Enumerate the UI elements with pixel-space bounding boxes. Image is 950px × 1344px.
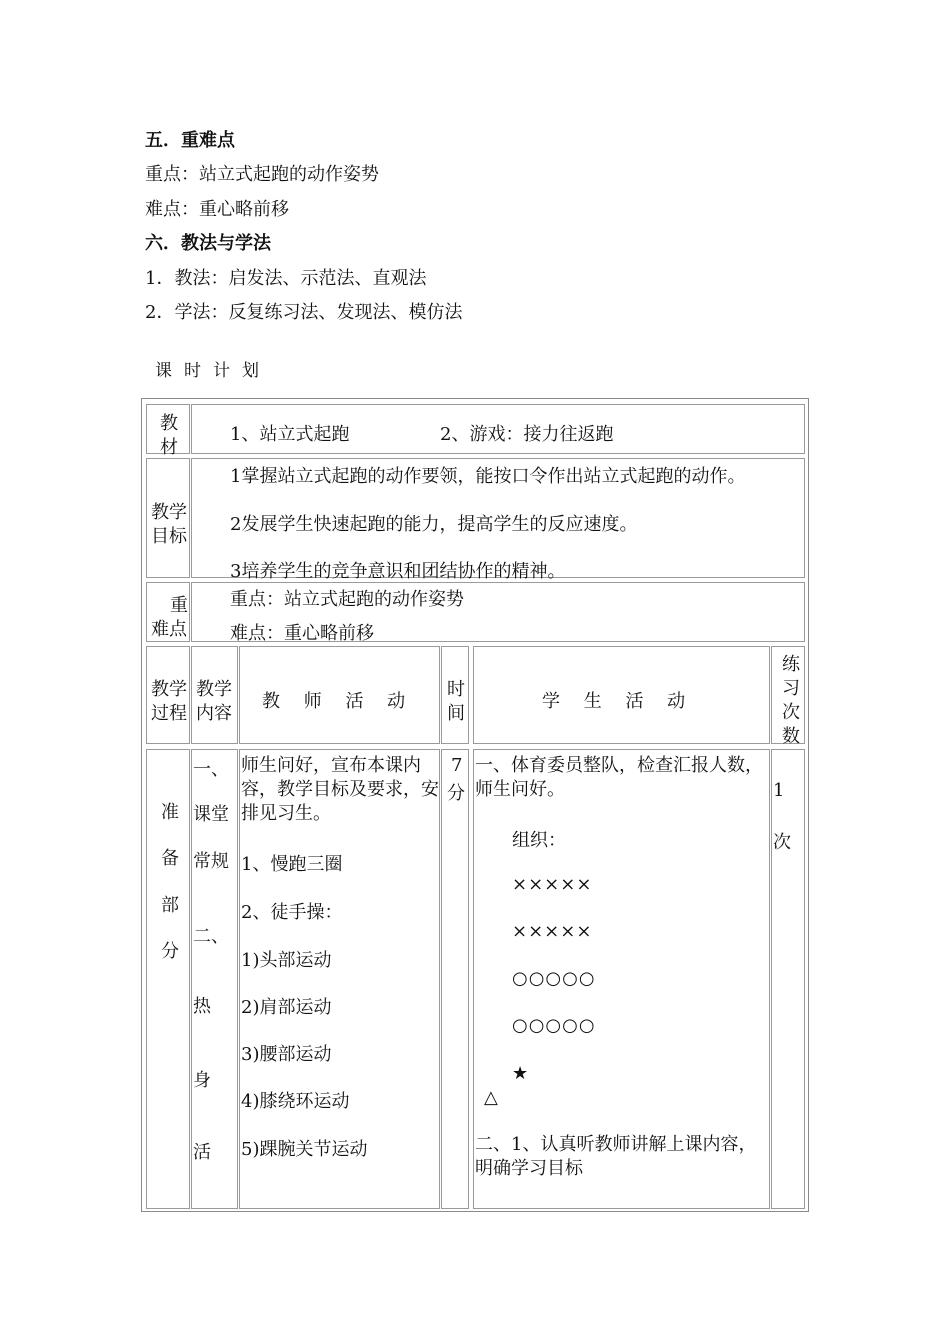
teacher-header-cell: 教 师 活 动 xyxy=(239,646,440,744)
part-cell: 准 备 部 分 xyxy=(146,749,190,1209)
materials-label-cell: 教 材 xyxy=(146,404,190,454)
section6-heading: 六．教法与学法 xyxy=(145,233,271,254)
content-cell: 一、 课堂 常规 二、 热 身 活 xyxy=(191,749,238,1209)
time-cell: 7 分 xyxy=(441,749,469,1209)
count-cell: 1 次 xyxy=(771,749,805,1209)
triangle-marker-icon: △ xyxy=(484,1087,498,1108)
key-point-text: 重点：站立式起跑的动作姿势 xyxy=(145,164,379,185)
count-header-cell: 练 习 次 数 xyxy=(771,646,805,744)
teacher-position-star-icon: ★ xyxy=(512,1063,529,1084)
materials-content-cell: 1、站立式起跑 2、游戏：接力往返跑 xyxy=(191,404,805,454)
student-activity-cell: 一、体育委员整队，检查汇报人数，师生问好。 组织： ××××× ××××× ○○○○○ ○○○○○ ★ △ 二、1、认真听教师讲解上课内容，明确学习目标 xyxy=(473,749,770,1209)
section5-heading: 五．重难点 xyxy=(145,130,235,151)
content-header-cell: 教学 内容 xyxy=(191,646,238,744)
keypoints-content-cell: 重点：站立式起跑的动作姿势 难点：重心略前移 xyxy=(191,582,805,642)
plan-title: 课时计划 xyxy=(155,361,271,381)
goals-content-cell: 1掌握站立式起跑的动作要领，能按口令作出站立式起跑的动作。 2发展学生快速起跑的能力，提高学生的反应速度。 3培养学生的竞争意识和团结协作的精神。 xyxy=(191,458,805,578)
student-header-cell: 学 生 活 动 xyxy=(473,646,770,744)
goals-label-cell: 教学 目标 xyxy=(146,458,190,578)
difficulty-text: 难点：重心略前移 xyxy=(145,199,289,220)
teacher-activity-cell: 师生问好，宣布本课内容，教学目标及要求，安排见习生。 1、慢跑三圈 2、徒手操： 1)头部运动 2)肩部运动 3)腰部运动 4)膝绕环运动 5)踝腕关节运动 xyxy=(239,749,440,1209)
learning-method-text: 2．学法：反复练习法、发现法、模仿法 xyxy=(145,302,463,323)
time-header-cell: 时 间 xyxy=(441,646,469,744)
lesson-plan-table xyxy=(141,398,809,1212)
process-header-cell: 教学 过程 xyxy=(146,646,190,744)
teaching-method-text: 1．教法：启发法、示范法、直观法 xyxy=(145,268,427,289)
keypoints-label-cell: 重 难点 xyxy=(146,582,190,642)
